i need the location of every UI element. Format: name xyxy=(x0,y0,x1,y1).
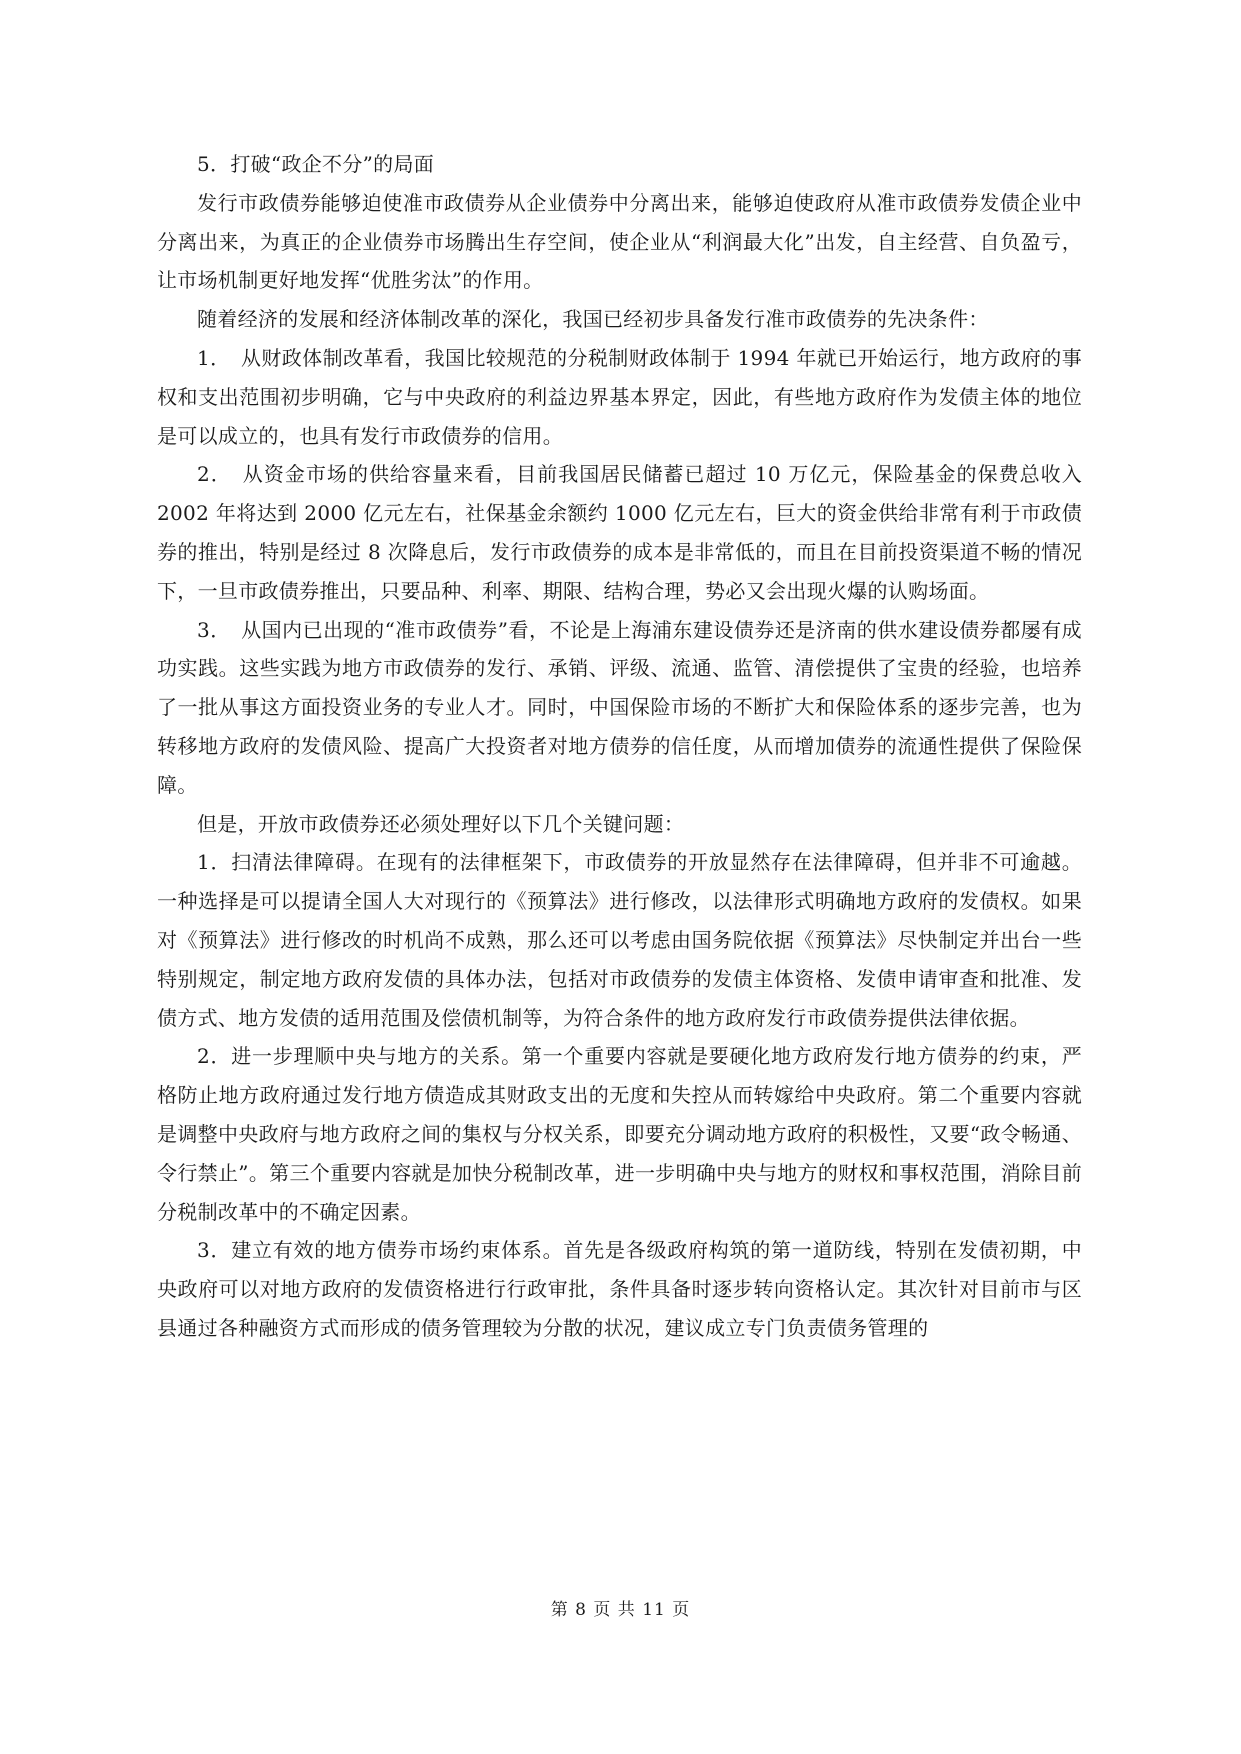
paragraph-preconditions-intro: 随着经济的发展和经济体制改革的深化，我国已经初步具备发行准市政债券的先决条件： xyxy=(197,307,989,332)
document-body xyxy=(157,145,1082,1348)
paragraph-legal-barriers: 1．扫清法律障碍。在现有的法律框架下，市政债券的开放显然存在法律障碍，但并非不可逾越。一种选择是可以提请全国人大对现行的《预算法》进行修改，以法律形式明确地方政府的发债权。如果对《预算法》进行修改的时机尚不成熟，那么还可以考虑由国务院依据《预算法》尽快制定并出台一些特别规定，制定地方政府发债的具体办法，包括对市政债券的发债主体资格、发债申请审查和批准、发债方式、地方发债的适用范围及偿债机制等，为符合条件的地方政府发行市政债券提供法律依据。 xyxy=(157,850,1082,1030)
page-number-footer: 第 8 页 共 11 页 xyxy=(550,1600,691,1620)
section-heading: 5．打破“政企不分”的局面 xyxy=(197,152,435,176)
paragraph-fiscal-reform: 1． 从财政体制改革看，我国比较规范的分税制财政体制于 1994 年就已开始运行，地方政府的事权和支出范围初步明确，它与中央政府的利益边界基本界定，因此，有些地方政府作为发债主体的地位是可以成立的，也具有发行市政债券的信用。 xyxy=(157,345,1082,448)
paragraph-separation-effect: 发行市政债券能够迫使准市政债券从企业债券中分离出来，能够迫使政府从准市政债券发债企业中分离出来，为真正的企业债券市场腾出生存空间，使企业从“利润最大化”出发，自主经营、自负盈亏，让市场机制更好地发挥“优胜劣汰”的作用。 xyxy=(157,190,1082,293)
paragraph-key-issues-intro: 但是，开放市政债券还必须处理好以下几个关键问题： xyxy=(197,811,685,836)
paragraph-central-local-relations: 2．进一步理顺中央与地方的关系。第一个重要内容就是要硬化地方政府发行地方债券的约束，严格防止地方政府通过发行地方债造成其财政支出的无度和失控从而转嫁给中央政府。第二个重要内容就是调整中央政府与地方政府之间的集权与分权关系，即要充分调动地方政府的积极性，又要“政令畅通、令行禁止”。第三个重要内容就是加快分税制改革，进一步明确中央与地方的财权和事权范围，消除目前分税制改革中的不确定因素。 xyxy=(157,1044,1082,1224)
paragraph-market-constraints: 3．建立有效的地方债券市场约束体系。首先是各级政府构筑的第一道防线，特别在发债初期，中央政府可以对地方政府的发债资格进行行政审批，条件具备时逐步转向资格认定。其次针对目前市与区县通过各种融资方式而形成的债务管理较为分散的状况，建议成立专门负责债务管理的 xyxy=(157,1238,1082,1340)
paragraph-domestic-practice: 3． 从国内已出现的“准市政债券”看，不论是上海浦东建设债券还是济南的供水建设债券都屡有成功实践。这些实践为地方市政债券的发行、承销、评级、流通、监管、清偿提供了宝贵的经验，也培养了一批从事这方面投资业务的专业人才。同时，中国保险市场的不断扩大和保险体系的逐步完善，也为转移地方政府的发债风险、提高广大投资者对地方债券的信任度，从而增加债券的流通性提供了保险保障。 xyxy=(157,617,1082,797)
paragraph-capital-market: 2． 从资金市场的供给容量来看，目前我国居民储蓄已超过 10 万亿元，保险基金的保费总收入 2002 年将达到 2000 亿元左右，社保基金余额约 1000 亿元左右，巨大的资金供给非常有利于市政债券的推出，特别是经过 8 次降息后，发行市政债券的成本是非常低的，而且在目前投资渠道不畅的情况下，一旦市政债券推出，只要品种、利率、期限、结构合理，势必又会出现火爆的认购场面。 xyxy=(157,462,1082,603)
